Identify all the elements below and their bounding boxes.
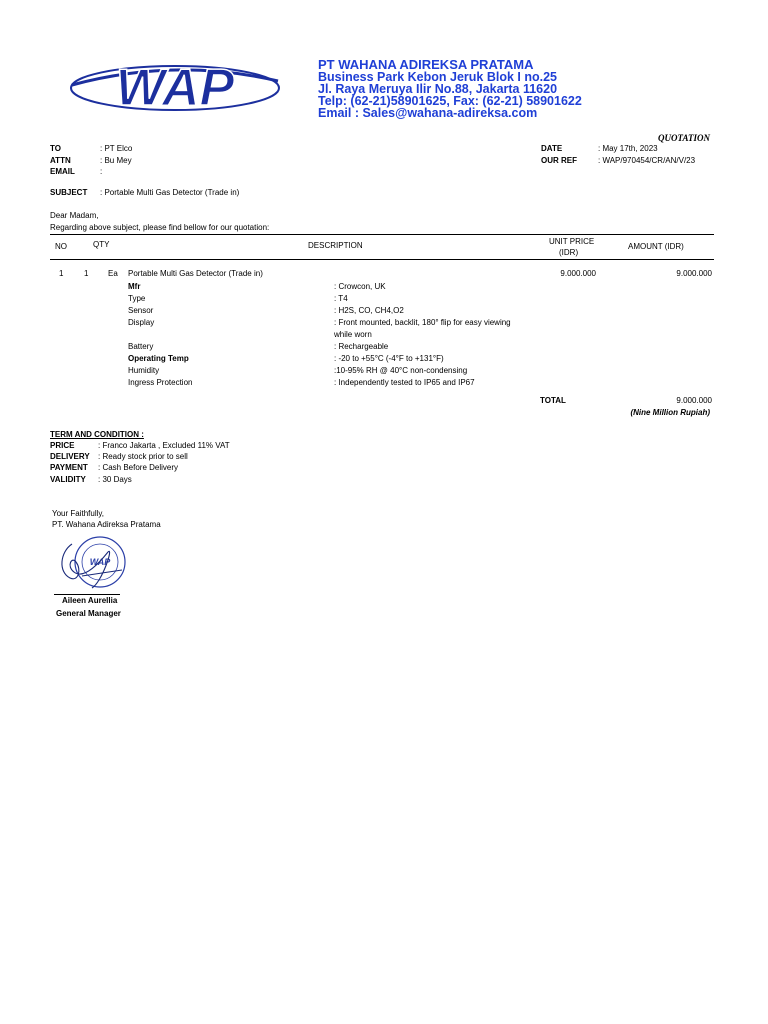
stamp-text: WAP bbox=[89, 557, 111, 567]
col-amount: AMOUNT (IDR) bbox=[628, 242, 684, 251]
company-address-1: Business Park Kebon Jeruk Blok I no.25 bbox=[318, 70, 557, 84]
signature-line bbox=[54, 594, 120, 595]
col-no: NO bbox=[55, 242, 67, 251]
spec-value: : H2S, CO, CH4,O2 bbox=[334, 306, 404, 315]
term-value: : Cash Before Delivery bbox=[98, 463, 179, 472]
term-value: : 30 Days bbox=[98, 475, 132, 484]
email-value: : bbox=[100, 167, 103, 176]
spec-value: : Front mounted, backlit, 180° flip for easy viewing bbox=[334, 318, 511, 327]
total-label: TOTAL bbox=[540, 396, 566, 405]
spec-label: Operating Temp bbox=[128, 354, 189, 363]
subject-label: SUBJECT bbox=[50, 188, 88, 197]
terms-heading: TERM AND CONDITION : bbox=[50, 430, 144, 439]
ref-value: : WAP/970454/CR/AN/V/23 bbox=[598, 156, 696, 165]
doc-title: QUOTATION bbox=[658, 133, 711, 143]
term-value: : Franco Jakarta , Excluded 11% VAT bbox=[98, 441, 230, 450]
signature-stamp bbox=[52, 532, 137, 594]
term-label: PRICE bbox=[50, 441, 75, 450]
company-email: Email : Sales@wahana-adireksa.com bbox=[318, 106, 538, 120]
col-description: DESCRIPTION bbox=[308, 241, 363, 250]
spec-label: Sensor bbox=[128, 306, 154, 315]
total-value: 9.000.000 bbox=[676, 396, 712, 405]
row-item: Portable Multi Gas Detector (Trade in) bbox=[128, 269, 263, 278]
subject-value: : Portable Multi Gas Detector (Trade in) bbox=[100, 188, 240, 197]
spec-label: Ingress Protection bbox=[128, 378, 193, 387]
closing-line-1: Your Faithfully, bbox=[52, 509, 105, 518]
spec-label: Battery bbox=[128, 342, 154, 351]
to-label: TO bbox=[50, 144, 61, 153]
closing-line-2: PT. Wahana Adireksa Pratama bbox=[52, 520, 161, 529]
table-top-rule bbox=[50, 234, 714, 235]
term-label: VALIDITY bbox=[50, 475, 86, 484]
spec-value: : T4 bbox=[334, 294, 348, 303]
spec-value: : Crowcon, UK bbox=[334, 282, 386, 291]
attn-value: : Bu Mey bbox=[100, 156, 132, 165]
spec-label: Type bbox=[128, 294, 146, 303]
email-label: EMAIL bbox=[50, 167, 75, 176]
company-address-2: Jl. Raya Meruya Ilir No.88, Jakarta 11620 bbox=[318, 82, 558, 96]
intro-text: Regarding above subject, please find bellow for our quotation: bbox=[50, 223, 270, 232]
spec-value: :10-95% RH @ 40°C non-condensing bbox=[334, 366, 468, 375]
signer-title: General Manager bbox=[56, 609, 121, 618]
company-name: PT WAHANA ADIREKSA PRATAMA bbox=[318, 57, 534, 72]
ref-label: OUR REF bbox=[541, 156, 577, 165]
row-qty: 1 bbox=[84, 269, 89, 278]
row-no: 1 bbox=[59, 269, 64, 278]
col-unit-price: UNIT PRICE bbox=[549, 237, 595, 246]
spec-label: Display bbox=[128, 318, 155, 327]
spec-value: : Rechargeable bbox=[334, 342, 389, 351]
spec-label: Mfr bbox=[128, 282, 141, 291]
attn-label: ATTN bbox=[50, 156, 71, 165]
total-in-words: (Nine Million Rupiah) bbox=[630, 408, 710, 417]
row-amount: 9.000.000 bbox=[676, 269, 712, 278]
term-label: PAYMENT bbox=[50, 463, 88, 472]
table-header-rule bbox=[50, 259, 714, 260]
term-value: : Ready stock prior to sell bbox=[98, 452, 188, 461]
date-value: : May 17th, 2023 bbox=[598, 144, 658, 153]
spec-value: : -20 to +55°C (-4°F to +131°F) bbox=[334, 354, 444, 363]
term-label: DELIVERY bbox=[50, 452, 90, 461]
spec-value: while worn bbox=[334, 330, 372, 339]
company-phone: Telp: (62-21)58901625, Fax: (62-21) 58901622 bbox=[318, 94, 582, 108]
company-logo bbox=[70, 55, 280, 117]
logo-text: WAP bbox=[115, 59, 235, 117]
spec-value: : Independently tested to IP65 and IP67 bbox=[334, 378, 475, 387]
col-qty: QTY bbox=[93, 240, 110, 249]
signer-name: Aileen Aurellia bbox=[62, 596, 118, 605]
col-unit-price-unit: (IDR) bbox=[559, 248, 579, 257]
date-label: DATE bbox=[541, 144, 563, 153]
row-unit: Ea bbox=[108, 269, 118, 278]
spec-label: Humidity bbox=[128, 366, 160, 375]
to-value: : PT Elco bbox=[100, 144, 133, 153]
greeting: Dear Madam, bbox=[50, 211, 99, 220]
row-unit-price: 9.000.000 bbox=[560, 269, 596, 278]
